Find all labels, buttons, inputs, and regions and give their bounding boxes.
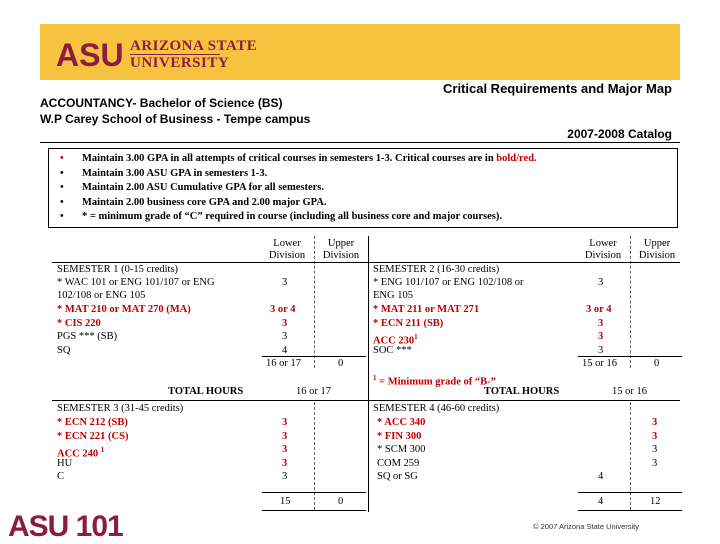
subtotal-lower: 4 xyxy=(598,496,604,507)
footnote-marker: 1 xyxy=(100,446,105,454)
bullet-icon: • xyxy=(60,182,64,194)
total-label: TOTAL HOURS xyxy=(168,386,244,397)
subtotal-rule xyxy=(578,356,682,357)
page-title: Critical Requirements and Major Map xyxy=(443,81,672,96)
subtotal-upper: 0 xyxy=(654,358,660,369)
course: * MAT 210 or MAT 270 (MA) xyxy=(57,304,191,315)
credits: 3 xyxy=(282,444,288,455)
course: * CIS 220 xyxy=(57,318,101,329)
subtotal-lower: 15 or 16 xyxy=(582,358,617,369)
copyright: © 2007 Arizona State University xyxy=(533,522,639,531)
credits: 3 xyxy=(282,277,288,288)
col-header-lower-left: Lower Division xyxy=(268,238,306,261)
credits: 3 xyxy=(598,277,604,288)
course: * ENG 101/107 or ENG 102/108 or xyxy=(373,277,524,288)
credits: 3 or 4 xyxy=(586,304,612,315)
course: C xyxy=(57,471,65,482)
subtotal-rule xyxy=(578,510,682,511)
bullet-icon: • xyxy=(60,196,64,208)
semester2-title: SEMESTER 2 (16-30 credits) xyxy=(373,264,500,275)
requirement-item: • Maintain 3.00 ASU GPA in semesters 1-3. xyxy=(60,167,537,182)
logo-name-line1: ARIZONA STATE xyxy=(130,38,258,54)
course: ENG 105 xyxy=(373,290,413,301)
row-rule xyxy=(52,400,680,401)
credits: 4 xyxy=(598,471,604,482)
requirement-item: • Maintain 2.00 business core GPA and 2.00 major GPA. xyxy=(60,196,537,211)
credits: 3 xyxy=(282,318,288,329)
total-label: TOTAL HOURS xyxy=(484,386,560,397)
col-header-upper-right: Upper Division xyxy=(638,238,676,261)
requirement-item: • Maintain 3.00 GPA in all attempts of critical courses in semesters 1-3. Critical courses are in bold/red. xyxy=(60,152,537,167)
course: * ECN 212 (SB) xyxy=(57,417,128,428)
course: SOC *** xyxy=(373,345,412,356)
course: * MAT 211 or MAT 271 xyxy=(373,304,480,315)
column-divider xyxy=(314,402,315,510)
row-rule xyxy=(52,262,680,263)
center-divider xyxy=(368,236,369,512)
course: * WAC 101 or ENG 101/107 or ENG xyxy=(57,277,215,288)
course: * ACC 340 xyxy=(377,417,426,428)
credits: 3 xyxy=(282,431,288,442)
credits: 3 xyxy=(282,331,288,342)
footnote-marker: 1 xyxy=(414,333,418,341)
subtotal-rule xyxy=(578,492,682,493)
credits: 4 xyxy=(282,345,288,356)
credits: 3 xyxy=(282,471,288,482)
school-campus: W.P Carey School of Business - Tempe campus xyxy=(40,112,311,126)
col-header-lower-right: Lower Division xyxy=(584,238,622,261)
course: * ECN 211 (SB) xyxy=(373,318,444,329)
course: * SCM 300 xyxy=(377,444,426,455)
column-divider xyxy=(630,402,631,510)
course: * ECN 221 (CS) xyxy=(57,431,129,442)
credits: 3 xyxy=(598,331,604,342)
course: PGS *** (SB) xyxy=(57,331,118,342)
subtotal-upper: 0 xyxy=(338,496,344,507)
column-divider xyxy=(314,236,315,368)
asu-logo-mark: ASU xyxy=(56,37,124,72)
credits: 3 xyxy=(652,458,658,469)
subtotal-lower: 16 or 17 xyxy=(266,358,301,369)
semester1-title: SEMESTER 1 (0-15 credits) xyxy=(57,264,179,275)
total-value: 15 or 16 xyxy=(612,386,647,397)
credits: 3 xyxy=(652,431,658,442)
requirements-list xyxy=(60,152,537,225)
credits: 3 xyxy=(598,318,604,329)
catalog-year: 2007-2008 Catalog xyxy=(567,127,672,141)
course: ACC $230^1$ xyxy=(373,333,418,347)
credits: 3 xyxy=(598,345,604,356)
credits: 3 or 4 xyxy=(270,304,296,315)
credits: 3 xyxy=(652,417,658,428)
credits: 3 xyxy=(652,444,658,455)
course: SQ or SG xyxy=(377,471,418,482)
header-rule xyxy=(40,142,680,143)
course: ACC 240 $^1$ xyxy=(57,446,105,460)
requirement-highlight: bold/red. xyxy=(496,153,537,164)
subtotal-upper: 12 xyxy=(650,496,661,507)
logo-name-line2: UNIVERSITY xyxy=(130,55,230,71)
bullet-icon: • xyxy=(60,167,64,179)
course: SQ xyxy=(57,345,71,356)
semester3-title: SEMESTER 3 (31-45 credits) xyxy=(57,403,184,414)
course: COM 259 xyxy=(377,458,420,469)
course: HU xyxy=(57,458,73,469)
asu-logo xyxy=(54,36,124,72)
requirement-item: • * = minimum grade of “C” required in course (including all business core and major courses). xyxy=(60,210,537,225)
bullet-icon: • xyxy=(60,153,64,164)
requirement-item: • Maintain 2.00 ASU Cumulative GPA for all semesters. xyxy=(60,181,537,196)
subtotal-lower: 15 xyxy=(280,496,291,507)
credits: 3 xyxy=(282,458,288,469)
subtotal-rule xyxy=(262,510,366,511)
footnote: $^1$ = Minimum grade of “B-” xyxy=(373,374,496,388)
subtotal-rule xyxy=(262,492,366,493)
col-header-upper-left: Upper Division xyxy=(322,238,360,261)
bullet-icon: • xyxy=(60,211,64,223)
credits: 3 xyxy=(282,417,288,428)
subtotal-upper: 0 xyxy=(338,358,344,369)
semester4-title: SEMESTER 4 (46-60 credits) xyxy=(373,403,500,414)
program-title: ACCOUNTANCY- Bachelor of Science (BS) xyxy=(40,96,283,110)
column-divider xyxy=(630,236,631,368)
subtotal-rule xyxy=(262,356,366,357)
asu101-logo: ASU 101 xyxy=(8,510,123,543)
course: 102/108 or ENG 105 xyxy=(57,290,146,301)
total-value: 16 or 17 xyxy=(296,386,331,397)
course: * FIN 300 xyxy=(377,431,422,442)
